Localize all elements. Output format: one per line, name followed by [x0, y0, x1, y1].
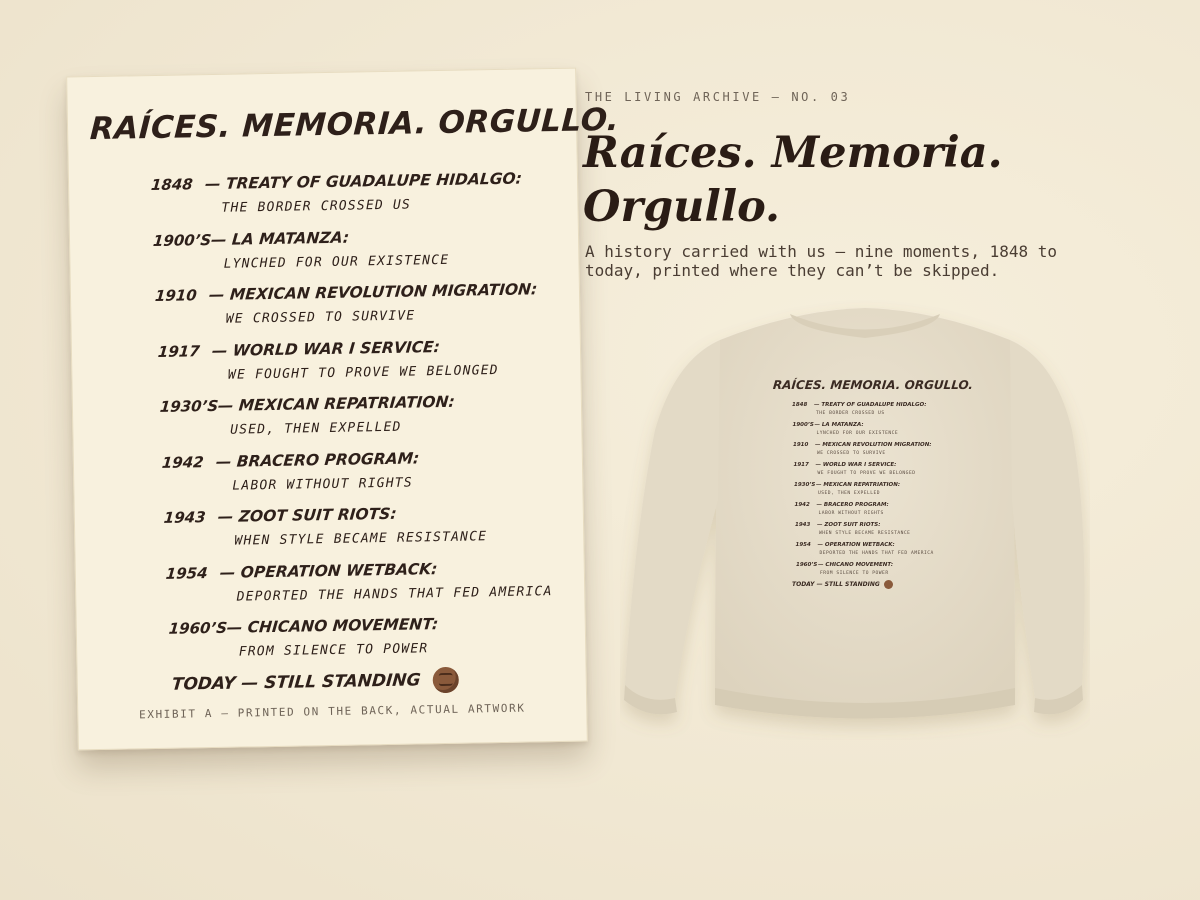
timeline-entry-head: [151, 169, 561, 194]
timeline-entry: [160, 391, 566, 454]
lede-line-2: today, printed where they can’t be skipped.: [585, 261, 1000, 280]
print-detail: LABOR WITHOUT RIGHTS: [818, 511, 884, 516]
timeline-year: 1930’S: [158, 396, 219, 416]
timeline-entry: [153, 224, 563, 287]
timeline-event: — OPERATION WETBACK:: [219, 559, 439, 582]
print-event: — CHICANO MOVEMENT:: [818, 562, 894, 568]
print-entry: [795, 502, 971, 522]
timeline-event: — CHICANO MOVEMENT:: [225, 615, 439, 637]
timeline-detail: LYNCHED FOR OUR EXISTENCE: [223, 252, 450, 272]
timeline-year: 1900’S: [152, 230, 213, 250]
timeline-list: [151, 169, 570, 698]
poster-caption: EXHIBIT A — PRINTED ON THE BACK, ACTUAL ARTWORK: [138, 701, 526, 722]
print-event: — LA MATANZA:: [814, 422, 864, 428]
sweatshirt-print-title: RAÍCES. MEMORIA. ORGULLO.: [772, 378, 974, 392]
print-event: — MEXICAN REVOLUTION MIGRATION:: [815, 442, 932, 448]
timeline-event: — MEXICAN REVOLUTION MIGRATION:: [208, 280, 539, 305]
print-entry: [793, 422, 971, 442]
print-year: 1910: [793, 442, 809, 448]
today-text: TODAY — STILL STANDING: [170, 669, 422, 695]
timeline-detail: WE CROSSED TO SURVIVE: [225, 308, 416, 327]
timeline-detail: WE FOUGHT TO PROVE WE BELONGED: [227, 362, 499, 383]
timeline-detail: DEPORTED THE HANDS THAT FED AMERICA: [236, 583, 553, 605]
print-entry: [793, 442, 970, 462]
print-event: — TREATY OF GUADALUPE HIDALGO:: [814, 402, 927, 408]
print-detail: FROM SILENCE TO POWER: [820, 571, 889, 576]
sweatshirt-print: [770, 378, 974, 589]
print-entry-head: [794, 462, 971, 468]
heading-line-1: Raíces. Memoria.: [583, 128, 1003, 178]
timeline-entry: [164, 502, 568, 565]
timeline-detail: USED, THEN EXPELLED: [230, 419, 402, 438]
print-year: 1960’S: [796, 562, 818, 568]
lede-line-1: A history carried with us — nine moments, 1848 to: [585, 242, 1058, 261]
eyebrow-label: THE LIVING ARCHIVE — NO. 03: [585, 90, 851, 104]
print-entry-head: [794, 482, 970, 488]
sweatshirt-print-timeline: [792, 402, 970, 589]
print-entry: [795, 522, 970, 542]
print-entry-head: [795, 522, 970, 528]
print-year: 1900’S: [792, 422, 814, 428]
print-entry-head: [793, 442, 970, 448]
timeline-event: — BRACERO PROGRAM:: [215, 448, 421, 471]
print-year: 1848: [792, 402, 808, 408]
timeline-detail: FROM SILENCE TO POWER: [238, 641, 429, 660]
print-detail: LYNCHED FOR OUR EXISTENCE: [816, 431, 899, 436]
timeline-year: 1910: [154, 286, 198, 305]
timeline-event: — TREATY OF GUADALUPE HIDALGO:: [204, 169, 523, 194]
print-entry: [796, 562, 970, 582]
timeline-entry: [155, 280, 564, 343]
print-entry-head: [796, 562, 970, 568]
timeline-entry: [166, 557, 569, 620]
print-today-text: TODAY — STILL STANDING: [792, 581, 880, 588]
timeline-detail: THE BORDER CROSSED US: [221, 197, 412, 216]
timeline-today: [172, 664, 570, 697]
print-detail: USED, THEN EXPELLED: [818, 491, 881, 496]
print-entry: [796, 542, 971, 562]
lede-text: [585, 242, 1105, 280]
print-detail: WHEN STYLE BECAME RESISTANCE: [819, 531, 911, 536]
timeline-event: — ZOOT SUIT RIOTS:: [217, 504, 398, 526]
poster-title: RAÍCES. MEMORIA. ORGULLO.: [89, 101, 621, 148]
timeline-entry: [162, 446, 567, 509]
raised-fist-icon: [432, 666, 458, 692]
timeline-detail: LABOR WITHOUT RIGHTS: [232, 475, 413, 494]
print-entry: [792, 402, 970, 422]
timeline-year: 1917: [156, 341, 201, 361]
timeline-entry: [157, 335, 564, 398]
print-detail: THE BORDER CROSSED US: [816, 411, 885, 416]
print-entry: [794, 482, 970, 502]
sweatshirt-left-sleeve: [625, 340, 720, 700]
heading-line-2: Orgullo.: [583, 182, 781, 232]
print-entry-head: [792, 402, 970, 408]
timeline-event: — MEXICAN REPATRIATION:: [217, 392, 456, 415]
print-entry-head: [796, 542, 971, 548]
print-entry-head: [795, 502, 971, 508]
print-year: 1943: [795, 522, 811, 528]
poster-card: [66, 68, 621, 751]
timeline-year: 1960’S: [167, 618, 228, 638]
print-detail: WE FOUGHT TO PROVE WE BELONGED: [817, 471, 916, 476]
timeline-year: 1954: [165, 563, 209, 583]
print-year: 1930’S: [794, 482, 816, 488]
print-event: — OPERATION WETBACK:: [817, 542, 895, 548]
print-year: 1954: [795, 542, 811, 548]
timeline-detail: WHEN STYLE BECAME RESISTANCE: [234, 529, 488, 549]
print-event: — BRACERO PROGRAM:: [816, 502, 889, 508]
print-entry-head: [793, 422, 971, 428]
print-detail: WE CROSSED TO SURVIVE: [817, 451, 886, 456]
print-event: — ZOOT SUIT RIOTS:: [817, 522, 881, 528]
sweatshirt-right-sleeve: [1010, 340, 1084, 700]
timeline-event: — WORLD WAR I SERVICE:: [210, 337, 441, 360]
timeline-event: — LA MATANZA:: [210, 228, 351, 249]
print-year: 1917: [793, 462, 809, 468]
page-heading: [583, 126, 1103, 234]
timeline-year: 1943: [163, 508, 207, 527]
print-event: — WORLD WAR I SERVICE:: [815, 462, 897, 468]
print-year: 1942: [794, 502, 810, 508]
print-today: [792, 580, 970, 589]
print-event: — MEXICAN REPATRIATION:: [816, 482, 901, 488]
timeline-year: 1848: [150, 175, 194, 195]
print-entry: [794, 462, 971, 482]
timeline-year: 1942: [161, 452, 205, 472]
raised-fist-icon: [884, 580, 893, 589]
timeline-entry: [151, 169, 562, 232]
print-detail: DEPORTED THE HANDS THAT FED AMERICA: [819, 551, 934, 556]
